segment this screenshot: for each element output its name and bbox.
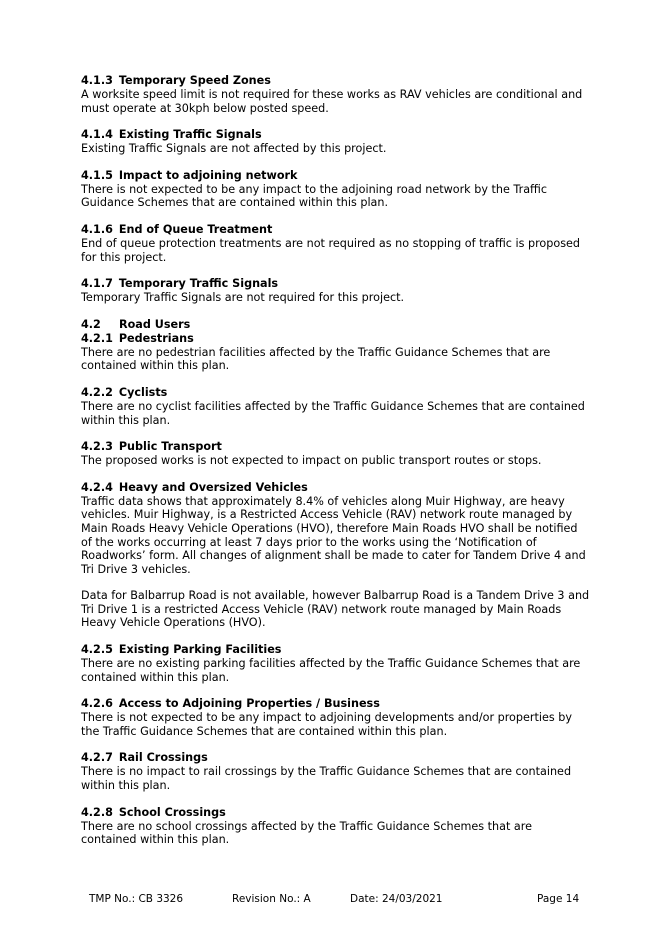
page-footer — [0, 892, 665, 906]
section-heading — [81, 643, 591, 657]
section-4-2-4 — [81, 481, 591, 630]
footer-revision: Revision No.: A — [232, 893, 311, 905]
section-heading — [81, 318, 591, 332]
section-text: There are no pedestrian facilities affected by the Traffic Guidance Schemes that are contained within this plan. — [81, 345, 551, 373]
section-heading — [81, 128, 591, 142]
section-title: Cyclists — [118, 385, 168, 399]
section-title: Temporary Speed Zones — [118, 74, 271, 87]
section-text: There are no school crossings affected by the Traffic Guidance Schemes that are contained within this plan. — [81, 819, 533, 847]
section-heading — [81, 332, 591, 346]
section-4-2-5 — [81, 643, 591, 684]
section-number: 4.2.6 — [81, 697, 113, 711]
section-4-1-6 — [81, 223, 591, 264]
section-title: Access to Adjoining Properties / Business — [118, 697, 380, 711]
section-title: Heavy and Oversized Vehicles — [118, 480, 308, 494]
section-number: 4.2.7 — [81, 751, 113, 765]
section-4-2-6 — [81, 697, 591, 738]
section-4-1-4 — [81, 128, 591, 156]
section-4-2-2 — [81, 386, 591, 427]
section-text: Traffic data shows that approximately 8.4% of vehicles along Muir Highway, are heavy vehicles. Muir Highway, is a Restricted Access Vehicle (RAV) network route managed by Main Roads Heavy Vehicle Operations (HVO), therefore Main Roads HVO shall be notified of the works occurring at least 7 days prior to the works using the ‘Notification of Roadworks’ form. All changes of alignment shall be made to cater for Tandem Drive 4 and Tri Drive 3 vehicles. — [81, 494, 586, 576]
section-text: There is no impact to rail crossings by the Traffic Guidance Schemes that are contained within this plan. — [81, 765, 572, 793]
section-number: 4.2.3 — [81, 440, 113, 454]
section-heading — [81, 74, 591, 88]
section-title: Public Transport — [118, 440, 222, 454]
section-number: 4.2.1 — [81, 331, 113, 345]
section-text: A worksite speed limit is not required for these works as RAV vehicles are conditional and must operate at 30kph below posted speed. — [81, 88, 583, 115]
section-heading — [81, 169, 591, 183]
section-number: 4.1.3 — [81, 74, 113, 87]
section-4-2-7 — [81, 751, 591, 792]
section-number: 4.1.4 — [81, 128, 113, 142]
section-title: End of Queue Treatment — [118, 222, 273, 236]
section-text: Data for Balbarrup Road is not available, however Balbarrup Road is a Tandem Drive 3 and Tri Drive 1 is a restricted Access Vehicle (RAV) network route managed by Main Roads Heavy Vehicle Operations (HVO). — [81, 589, 590, 630]
section-number: 4.2 — [81, 317, 101, 331]
section-number: 4.1.6 — [81, 222, 113, 236]
section-title: Temporary Traffic Signals — [118, 277, 279, 291]
section-text: There is not expected to be any impact to the adjoining road network by the Traffic Guidance Schemes that are contained within this plan. — [81, 182, 548, 210]
section-number: 4.2.4 — [81, 480, 113, 494]
section-text: There are no cyclist facilities affected by the Traffic Guidance Schemes that are contained within this plan. — [81, 399, 585, 427]
section-number: 4.2.2 — [81, 385, 113, 399]
section-heading — [81, 697, 591, 711]
section-4-2-8 — [81, 806, 591, 847]
section-title: Existing Parking Facilities — [118, 643, 282, 657]
section-title: Rail Crossings — [118, 751, 208, 765]
section-title: Existing Traffic Signals — [118, 128, 262, 142]
section-number: 4.1.5 — [81, 168, 113, 182]
section-heading — [81, 386, 591, 400]
section-heading — [81, 223, 591, 237]
section-title: Road Users — [119, 317, 191, 331]
footer-date: Date: 24/03/2021 — [350, 893, 443, 905]
section-title: Impact to adjoining network — [118, 168, 298, 182]
document-body — [81, 74, 591, 860]
section-text: Existing Traffic Signals are not affected by this project. — [81, 142, 387, 156]
section-text: There are no existing parking facilities affected by the Traffic Guidance Schemes that are contained within this plan. — [81, 657, 581, 684]
section-heading — [81, 806, 591, 820]
section-text: There is not expected to be any impact to adjoining developments and/or properties by the Traffic Guidance Schemes that are contained within this plan. — [81, 711, 572, 738]
footer-tmp-number: TMP No.: CB 3326 — [89, 893, 184, 905]
section-heading — [81, 751, 591, 765]
section-title: Pedestrians — [118, 331, 194, 345]
section-4-1-3 — [81, 74, 591, 115]
section-text: Temporary Traffic Signals are not required for this project. — [81, 291, 405, 305]
section-number: 4.2.5 — [81, 643, 113, 657]
footer-page-number: Page 14 — [537, 893, 580, 905]
section-heading — [81, 277, 591, 291]
section-heading — [81, 481, 591, 495]
section-text: The proposed works is not expected to impact on public transport routes or stops. — [81, 454, 542, 468]
section-heading — [81, 440, 591, 454]
section-number: 4.2.8 — [81, 805, 113, 819]
section-title: School Crossings — [118, 805, 226, 819]
section-4-1-5 — [81, 169, 591, 210]
section-number: 4.1.7 — [81, 277, 113, 291]
section-text: End of queue protection treatments are not required as no stopping of traffic is proposed for this project. — [81, 236, 581, 264]
section-4-2-3 — [81, 440, 591, 468]
section-4-1-7 — [81, 277, 591, 305]
section-4-2 — [81, 318, 591, 332]
section-4-2-1 — [81, 332, 591, 373]
